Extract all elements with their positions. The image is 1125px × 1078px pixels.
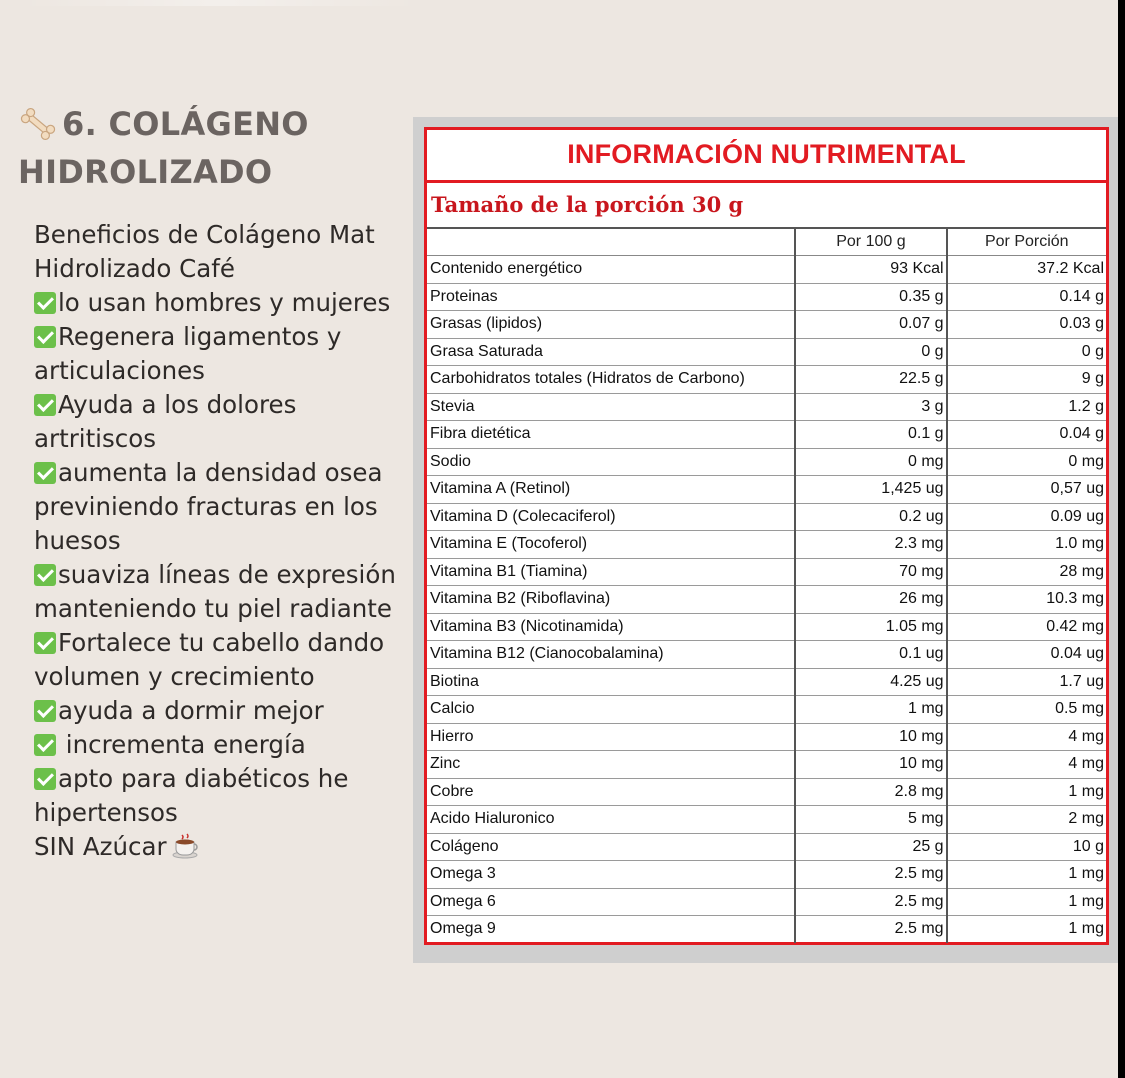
nutrient-name: Vitamina A (Retinol) bbox=[427, 476, 795, 504]
benefit-line bbox=[34, 252, 414, 286]
benefit-text: incrementa energía bbox=[58, 730, 306, 759]
check-mark-icon bbox=[34, 326, 56, 348]
benefit-line bbox=[34, 286, 414, 320]
nutrition-row bbox=[427, 723, 1106, 751]
benefit-text: apto para diabéticos he bbox=[58, 764, 349, 793]
benefit-line bbox=[34, 592, 414, 626]
per-serving-value: 9 g bbox=[947, 366, 1106, 394]
benefit-text: Regenera ligamentos y bbox=[58, 322, 342, 351]
nutrition-row bbox=[427, 531, 1106, 559]
per-serving-value: 1 mg bbox=[947, 888, 1106, 916]
benefit-line bbox=[34, 422, 414, 456]
product-title bbox=[18, 100, 398, 196]
benefit-text: hipertensos bbox=[34, 798, 178, 827]
per-100g-value: 26 mg bbox=[795, 586, 946, 614]
header-per-serving: Por Porción bbox=[947, 229, 1106, 256]
per-100g-value: 0.2 ug bbox=[795, 503, 946, 531]
per-100g-value: 3 g bbox=[795, 393, 946, 421]
benefit-text: Beneficios de Colágeno Mat bbox=[34, 220, 375, 249]
per-100g-value: 0.35 g bbox=[795, 283, 946, 311]
benefit-line bbox=[34, 626, 414, 660]
nutrition-row bbox=[427, 586, 1106, 614]
benefit-text: previniendo fracturas en los bbox=[34, 492, 378, 521]
nutrition-row bbox=[427, 696, 1106, 724]
benefit-text: ayuda a dormir mejor bbox=[58, 696, 324, 725]
nutrient-name: Biotina bbox=[427, 668, 795, 696]
per-serving-value: 37.2 Kcal bbox=[947, 256, 1106, 284]
nutrient-name: Calcio bbox=[427, 696, 795, 724]
nutrient-name: Stevia bbox=[427, 393, 795, 421]
benefit-line bbox=[34, 830, 414, 864]
nutrition-row bbox=[427, 338, 1106, 366]
nutrient-name: Carbohidratos totales (Hidratos de Carbono) bbox=[427, 366, 795, 394]
per-100g-value: 1.05 mg bbox=[795, 613, 946, 641]
nutrient-name: Vitamina D (Colecaciferol) bbox=[427, 503, 795, 531]
per-100g-value: 0.1 ug bbox=[795, 641, 946, 669]
nutrient-name: Cobre bbox=[427, 778, 795, 806]
per-serving-value: 0 g bbox=[947, 338, 1106, 366]
nutrition-label bbox=[424, 127, 1109, 945]
nutrient-name: Omega 6 bbox=[427, 888, 795, 916]
check-mark-icon bbox=[34, 632, 56, 654]
per-100g-value: 10 mg bbox=[795, 723, 946, 751]
benefits-list bbox=[34, 218, 414, 864]
nutrient-name: Vitamina B2 (Riboflavina) bbox=[427, 586, 795, 614]
per-serving-value: 1 mg bbox=[947, 861, 1106, 889]
benefit-line bbox=[34, 218, 414, 252]
nutrient-name: Colágeno bbox=[427, 833, 795, 861]
nutrient-name: Proteinas bbox=[427, 283, 795, 311]
check-mark-icon bbox=[34, 564, 56, 586]
check-mark-icon bbox=[34, 462, 56, 484]
benefit-text: aumenta la densidad osea bbox=[58, 458, 383, 487]
per-serving-value: 4 mg bbox=[947, 723, 1106, 751]
top-fade bbox=[20, 0, 420, 6]
check-mark-icon bbox=[34, 394, 56, 416]
per-serving-value: 0.5 mg bbox=[947, 696, 1106, 724]
benefit-line bbox=[34, 694, 414, 728]
nutrition-row bbox=[427, 778, 1106, 806]
nutrition-row bbox=[427, 393, 1106, 421]
per-100g-value: 0 mg bbox=[795, 448, 946, 476]
per-100g-value: 2.8 mg bbox=[795, 778, 946, 806]
nutrition-row bbox=[427, 613, 1106, 641]
nutrition-row bbox=[427, 888, 1106, 916]
nutrition-title: INFORMACIÓN NUTRIMENTAL bbox=[427, 130, 1106, 183]
per-serving-value: 10.3 mg bbox=[947, 586, 1106, 614]
benefit-line bbox=[34, 490, 414, 524]
nutrition-row bbox=[427, 916, 1106, 943]
nutrient-name: Grasas (lipidos) bbox=[427, 311, 795, 339]
benefit-line bbox=[34, 354, 414, 388]
nutrition-row bbox=[427, 751, 1106, 779]
header-per-100g: Por 100 g bbox=[795, 229, 946, 256]
benefit-line bbox=[34, 456, 414, 490]
nutrition-row bbox=[427, 311, 1106, 339]
bone-icon bbox=[18, 107, 58, 141]
per-serving-value: 4 mg bbox=[947, 751, 1106, 779]
nutrition-row bbox=[427, 806, 1106, 834]
benefit-text: Hidrolizado Café bbox=[34, 254, 235, 283]
benefit-text: Ayuda a los dolores bbox=[58, 390, 297, 419]
nutrition-row bbox=[427, 833, 1106, 861]
benefit-line bbox=[34, 388, 414, 422]
coffee-cup-icon bbox=[171, 833, 199, 859]
per-100g-value: 22.5 g bbox=[795, 366, 946, 394]
check-mark-icon bbox=[34, 768, 56, 790]
benefit-text: suaviza líneas de expresión bbox=[58, 560, 396, 589]
per-100g-value: 2.5 mg bbox=[795, 888, 946, 916]
nutrient-name: Vitamina B12 (Cianocobalamina) bbox=[427, 641, 795, 669]
per-serving-value: 10 g bbox=[947, 833, 1106, 861]
per-serving-value: 0.04 g bbox=[947, 421, 1106, 449]
benefit-text: articulaciones bbox=[34, 356, 205, 385]
nutrition-row bbox=[427, 283, 1106, 311]
benefit-text: volumen y crecimiento bbox=[34, 662, 315, 691]
per-serving-value: 2 mg bbox=[947, 806, 1106, 834]
per-serving-value: 1.7 ug bbox=[947, 668, 1106, 696]
per-100g-value: 2.5 mg bbox=[795, 916, 946, 943]
nutrient-name: Acido Hialuronico bbox=[427, 806, 795, 834]
nutrition-row bbox=[427, 861, 1106, 889]
serving-size: Tamaño de la porción 30 g bbox=[427, 183, 1106, 229]
nutrient-name: Fibra dietética bbox=[427, 421, 795, 449]
nutrient-name: Grasa Saturada bbox=[427, 338, 795, 366]
per-serving-value: 1 mg bbox=[947, 778, 1106, 806]
nutrient-name: Sodio bbox=[427, 448, 795, 476]
benefit-text: lo usan hombres y mujeres bbox=[58, 288, 391, 317]
nutrient-name: Hierro bbox=[427, 723, 795, 751]
nutrition-row bbox=[427, 668, 1106, 696]
benefit-line bbox=[34, 762, 414, 796]
per-100g-value: 1 mg bbox=[795, 696, 946, 724]
nutrient-name: Vitamina B3 (Nicotinamida) bbox=[427, 613, 795, 641]
per-serving-value: 0,57 ug bbox=[947, 476, 1106, 504]
per-serving-value: 0.03 g bbox=[947, 311, 1106, 339]
per-100g-value: 10 mg bbox=[795, 751, 946, 779]
nutrition-row bbox=[427, 421, 1106, 449]
per-100g-value: 4.25 ug bbox=[795, 668, 946, 696]
nutrition-table bbox=[427, 229, 1106, 943]
per-100g-value: 0.07 g bbox=[795, 311, 946, 339]
per-serving-value: 0.04 ug bbox=[947, 641, 1106, 669]
check-mark-icon bbox=[34, 734, 56, 756]
nutrition-row bbox=[427, 448, 1106, 476]
per-serving-value: 1.0 mg bbox=[947, 531, 1106, 559]
per-serving-value: 0 mg bbox=[947, 448, 1106, 476]
per-100g-value: 93 Kcal bbox=[795, 256, 946, 284]
per-serving-value: 1.2 g bbox=[947, 393, 1106, 421]
benefit-text: Fortalece tu cabello dando bbox=[58, 628, 385, 657]
benefit-line bbox=[34, 796, 414, 830]
per-100g-value: 2.5 mg bbox=[795, 861, 946, 889]
nutrient-name: Vitamina B1 (Tiamina) bbox=[427, 558, 795, 586]
per-100g-value: 70 mg bbox=[795, 558, 946, 586]
per-100g-value: 1,425 ug bbox=[795, 476, 946, 504]
benefit-text: manteniendo tu piel radiante bbox=[34, 594, 392, 623]
per-serving-value: 1 mg bbox=[947, 916, 1106, 943]
per-serving-value: 0.14 g bbox=[947, 283, 1106, 311]
nutrition-header-row bbox=[427, 229, 1106, 256]
nutrition-row bbox=[427, 641, 1106, 669]
benefit-text: huesos bbox=[34, 526, 121, 555]
per-100g-value: 25 g bbox=[795, 833, 946, 861]
check-mark-icon bbox=[34, 700, 56, 722]
per-100g-value: 0 g bbox=[795, 338, 946, 366]
nutrient-name: Omega 9 bbox=[427, 916, 795, 943]
benefit-text: SIN Azúcar bbox=[34, 832, 167, 861]
check-mark-icon bbox=[34, 292, 56, 314]
benefit-line bbox=[34, 558, 414, 592]
nutrition-row bbox=[427, 256, 1106, 284]
nutrition-row bbox=[427, 558, 1106, 586]
nutrient-name: Vitamina E (Tocoferol) bbox=[427, 531, 795, 559]
header-nutrient bbox=[427, 229, 795, 256]
benefit-line bbox=[34, 320, 414, 354]
nutrient-name: Omega 3 bbox=[427, 861, 795, 889]
per-serving-value: 0.42 mg bbox=[947, 613, 1106, 641]
per-serving-value: 0.09 ug bbox=[947, 503, 1106, 531]
benefit-line bbox=[34, 728, 414, 762]
benefit-line bbox=[34, 524, 414, 558]
per-100g-value: 0.1 g bbox=[795, 421, 946, 449]
benefit-text: artritiscos bbox=[34, 424, 156, 453]
product-title-text: 6. COLÁGENO HIDROLIZADO bbox=[18, 105, 309, 191]
per-100g-value: 5 mg bbox=[795, 806, 946, 834]
benefit-line bbox=[34, 660, 414, 694]
nutrient-name: Zinc bbox=[427, 751, 795, 779]
nutrition-row bbox=[427, 476, 1106, 504]
per-100g-value: 2.3 mg bbox=[795, 531, 946, 559]
nutrition-row bbox=[427, 503, 1106, 531]
nutrition-row bbox=[427, 366, 1106, 394]
per-serving-value: 28 mg bbox=[947, 558, 1106, 586]
nutrient-name: Contenido energético bbox=[427, 256, 795, 284]
